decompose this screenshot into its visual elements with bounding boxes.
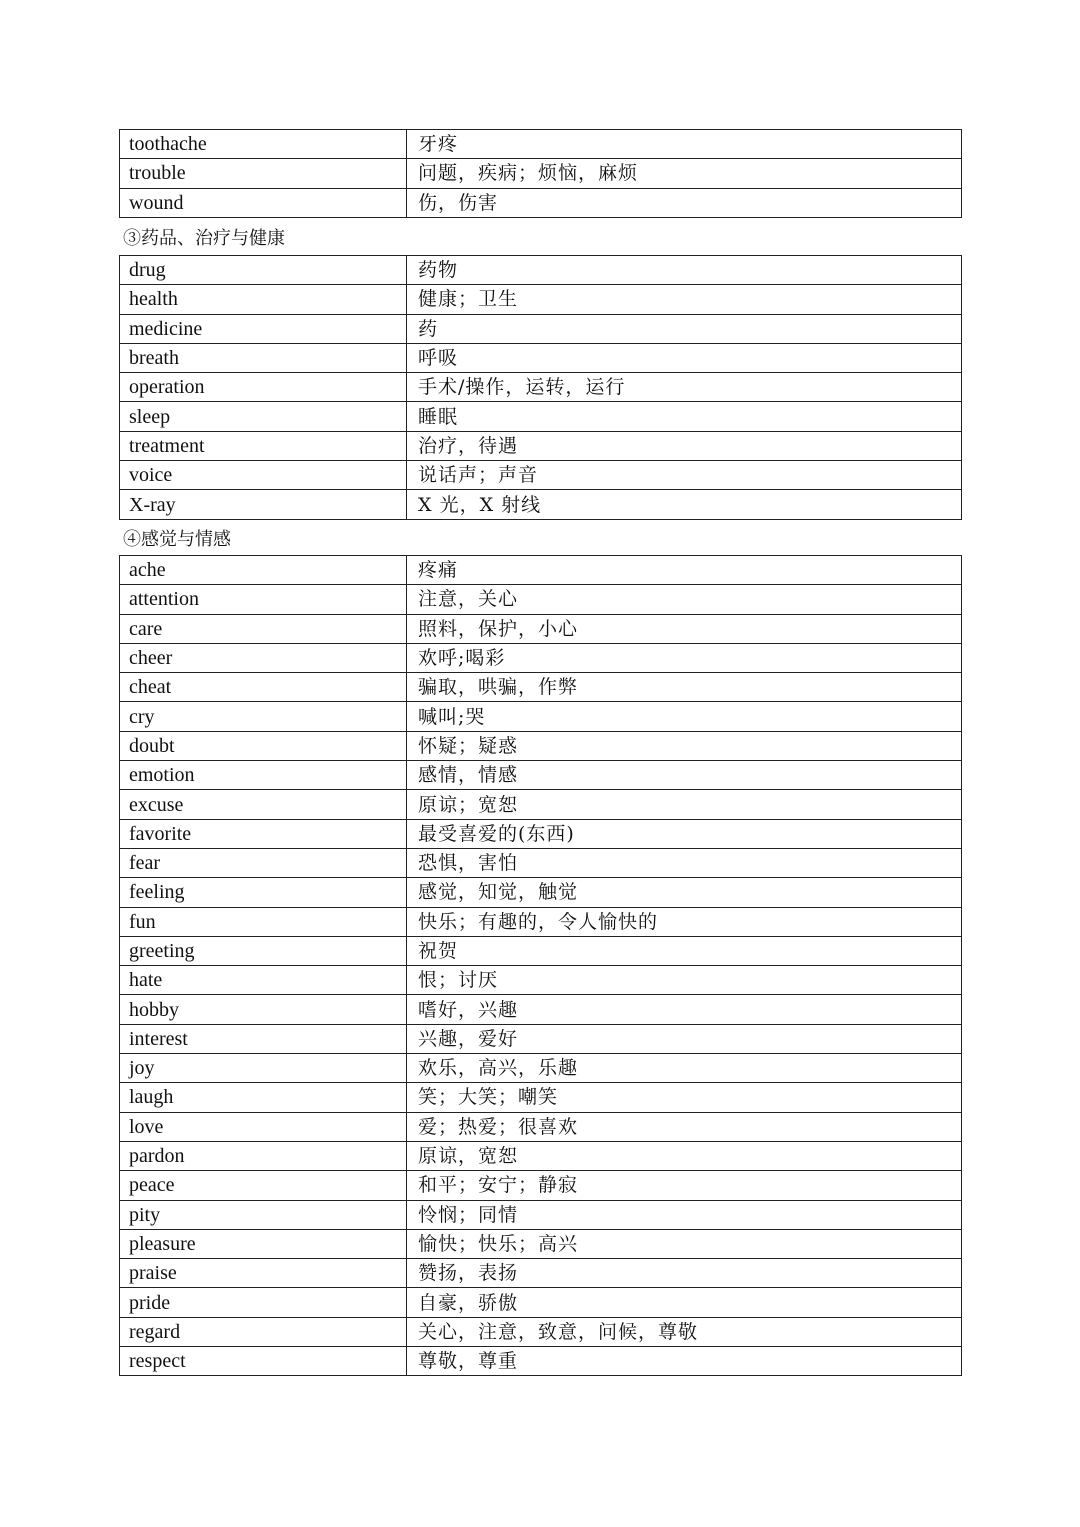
table-row	[120, 702, 962, 731]
vocab-meaning: 健康；卫生	[407, 285, 962, 314]
vocab-word: operation	[120, 373, 407, 402]
table-row	[120, 1200, 962, 1229]
table-row	[120, 159, 962, 188]
table-row	[120, 256, 962, 285]
vocab-word: peace	[120, 1171, 407, 1200]
table-row	[120, 673, 962, 702]
vocab-meaning: 问题，疾病；烦恼，麻烦	[407, 159, 962, 188]
table-row	[120, 1288, 962, 1317]
vocab-word: X-ray	[120, 490, 407, 519]
vocab-word: breath	[120, 343, 407, 372]
vocab-meaning: 原谅，宽恕	[407, 1141, 962, 1170]
vocab-word: care	[120, 614, 407, 643]
vocab-word: regard	[120, 1317, 407, 1346]
vocab-word: excuse	[120, 790, 407, 819]
vocab-meaning: 快乐；有趣的，令人愉快的	[407, 907, 962, 936]
vocab-meaning: 原谅；宽恕	[407, 790, 962, 819]
vocab-word: love	[120, 1112, 407, 1141]
table-row	[120, 761, 962, 790]
vocab-word: treatment	[120, 431, 407, 460]
table-row	[120, 878, 962, 907]
vocab-meaning: 怜悯；同情	[407, 1200, 962, 1229]
vocab-meaning: X 光，X 射线	[407, 490, 962, 519]
vocab-meaning: 兴趣，爱好	[407, 1024, 962, 1053]
vocab-word: health	[120, 285, 407, 314]
vocab-meaning: 欢乐，高兴，乐趣	[407, 1054, 962, 1083]
vocab-word: fun	[120, 907, 407, 936]
vocab-meaning: 自豪，骄傲	[407, 1288, 962, 1317]
vocab-meaning: 感觉，知觉，触觉	[407, 878, 962, 907]
vocab-meaning: 感情，情感	[407, 761, 962, 790]
table-row	[120, 1229, 962, 1258]
vocab-word: feeling	[120, 878, 407, 907]
vocab-meaning: 照料，保护，小心	[407, 614, 962, 643]
vocab-word: cry	[120, 702, 407, 731]
vocab-meaning: 怀疑；疑惑	[407, 731, 962, 760]
vocab-table-medicine-treatment-health	[119, 255, 962, 520]
vocab-word: hate	[120, 966, 407, 995]
table-row	[120, 1141, 962, 1170]
table-row	[120, 731, 962, 760]
vocab-word: interest	[120, 1024, 407, 1053]
table-row	[120, 848, 962, 877]
table-row	[120, 314, 962, 343]
vocab-meaning: 祝贺	[407, 936, 962, 965]
vocab-meaning: 嗜好，兴趣	[407, 995, 962, 1024]
vocab-word: cheat	[120, 673, 407, 702]
table-row	[120, 1112, 962, 1141]
table-row	[120, 343, 962, 372]
vocab-meaning: 说话声；声音	[407, 461, 962, 490]
table-row	[120, 490, 962, 519]
table-row	[120, 790, 962, 819]
table-row	[120, 556, 962, 585]
vocab-meaning: 牙疼	[407, 130, 962, 159]
table-row	[120, 995, 962, 1024]
vocab-meaning: 疼痛	[407, 556, 962, 585]
vocab-meaning: 伤，伤害	[407, 188, 962, 217]
table-row	[120, 402, 962, 431]
vocab-word: favorite	[120, 819, 407, 848]
vocab-word: drug	[120, 256, 407, 285]
table-row	[120, 1259, 962, 1288]
vocab-word: emotion	[120, 761, 407, 790]
table-row	[120, 585, 962, 614]
vocab-word: respect	[120, 1347, 407, 1376]
vocab-word: fear	[120, 848, 407, 877]
vocab-word: pardon	[120, 1141, 407, 1170]
vocab-meaning: 愉快；快乐；高兴	[407, 1229, 962, 1258]
vocab-meaning: 呼吸	[407, 343, 962, 372]
vocab-meaning: 欢呼;喝彩	[407, 643, 962, 672]
table-row	[120, 461, 962, 490]
table-row	[120, 1054, 962, 1083]
vocab-word: wound	[120, 188, 407, 217]
vocab-word: pity	[120, 1200, 407, 1229]
table-row	[120, 188, 962, 217]
section-heading-feelings-emotions: ④感觉与情感	[123, 529, 231, 550]
vocab-meaning: 恨；讨厌	[407, 966, 962, 995]
vocab-meaning: 睡眠	[407, 402, 962, 431]
section-heading-medicine-treatment-health: ③药品、治疗与健康	[123, 228, 285, 249]
vocab-word: joy	[120, 1054, 407, 1083]
vocab-word: voice	[120, 461, 407, 490]
vocab-word: pleasure	[120, 1229, 407, 1258]
table-row	[120, 1083, 962, 1112]
vocab-meaning: 喊叫;哭	[407, 702, 962, 731]
vocab-meaning: 和平；安宁；静寂	[407, 1171, 962, 1200]
vocab-meaning: 尊敬，尊重	[407, 1347, 962, 1376]
vocab-meaning: 骗取，哄骗，作弊	[407, 673, 962, 702]
table-row	[120, 1171, 962, 1200]
vocab-word: cheer	[120, 643, 407, 672]
vocab-table-illness	[119, 129, 962, 218]
vocab-table-feelings-emotions	[119, 555, 962, 1376]
vocab-meaning: 治疗，待遇	[407, 431, 962, 460]
vocab-word: doubt	[120, 731, 407, 760]
vocab-meaning: 最受喜爱的(东西)	[407, 819, 962, 848]
vocab-word: hobby	[120, 995, 407, 1024]
vocab-word: praise	[120, 1259, 407, 1288]
table-row	[120, 936, 962, 965]
vocab-word: ache	[120, 556, 407, 585]
table-row	[120, 1317, 962, 1346]
vocab-meaning: 恐惧，害怕	[407, 848, 962, 877]
vocab-word: toothache	[120, 130, 407, 159]
vocab-meaning: 药	[407, 314, 962, 343]
table-row	[120, 966, 962, 995]
table-row	[120, 643, 962, 672]
vocab-meaning: 笑；大笑；嘲笑	[407, 1083, 962, 1112]
table-row	[120, 1024, 962, 1053]
table-row	[120, 819, 962, 848]
vocab-word: trouble	[120, 159, 407, 188]
vocab-word: medicine	[120, 314, 407, 343]
table-row	[120, 373, 962, 402]
vocab-meaning: 手术/操作，运转，运行	[407, 373, 962, 402]
vocab-word: laugh	[120, 1083, 407, 1112]
vocab-meaning: 注意，关心	[407, 585, 962, 614]
table-row	[120, 907, 962, 936]
vocab-word: sleep	[120, 402, 407, 431]
table-row	[120, 285, 962, 314]
vocab-word: attention	[120, 585, 407, 614]
vocab-word: pride	[120, 1288, 407, 1317]
vocab-meaning: 关心，注意，致意，问候，尊敬	[407, 1317, 962, 1346]
vocab-meaning: 药物	[407, 256, 962, 285]
table-row	[120, 130, 962, 159]
vocab-word: greeting	[120, 936, 407, 965]
vocab-meaning: 赞扬，表扬	[407, 1259, 962, 1288]
vocab-meaning: 爱；热爱；很喜欢	[407, 1112, 962, 1141]
table-row	[120, 614, 962, 643]
table-row	[120, 1347, 962, 1376]
table-row	[120, 431, 962, 460]
